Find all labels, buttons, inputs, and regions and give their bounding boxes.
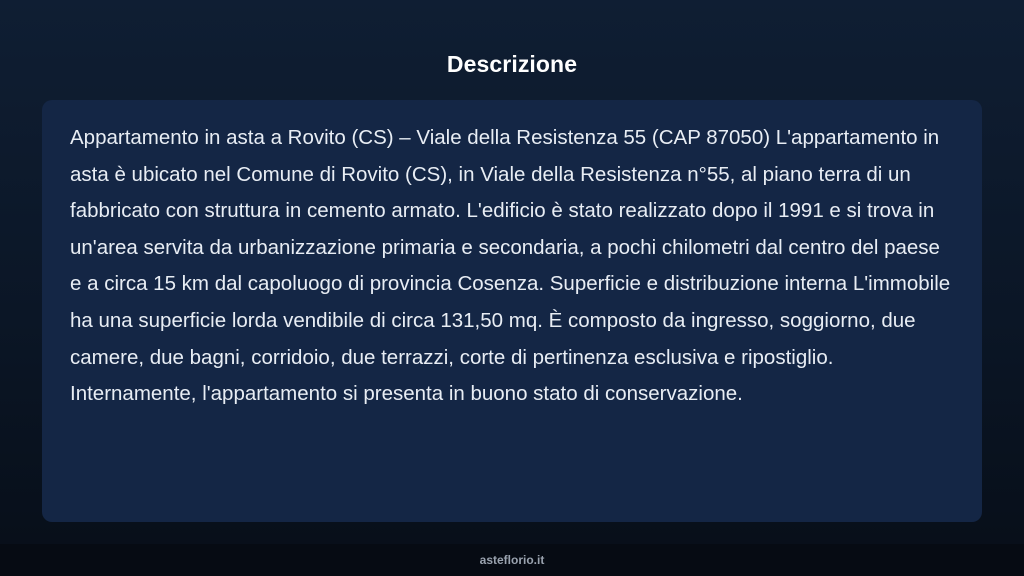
- page-title: Descrizione: [446, 51, 578, 77]
- description-text: Appartamento in asta a Rovito (CS) – Viale della Resistenza 55 (CAP 87050) L'appartamento in asta è ubicato nel Comune di Rovito (CS), in Viale della Resistenza n°55, al piano terra di un fabbricato con struttura in cemento armato. L'edificio è stato realizzato dopo il 1991 e si trova in un'area servita da urbanizzazione primaria e secondaria, a pochi chilometri dal centro del paese e a circa 15 km dal capoluogo di provincia Cosenza. Superficie e distribuzione interna L'immobile ha una superficie lorda vendibile di circa 131,50 mq. È composto da ingresso, soggiorno, due camere, due bagni, corridoio, due terrazzi, corte di pertinenza esclusiva e ripostiglio. Internamente, l'appartamento si presenta in buono stato di conservazione.: [70, 126, 951, 406]
- footer-bar: [0, 544, 1024, 576]
- footer-site-label: asteflorio.it: [479, 553, 545, 567]
- description-card: [42, 100, 982, 522]
